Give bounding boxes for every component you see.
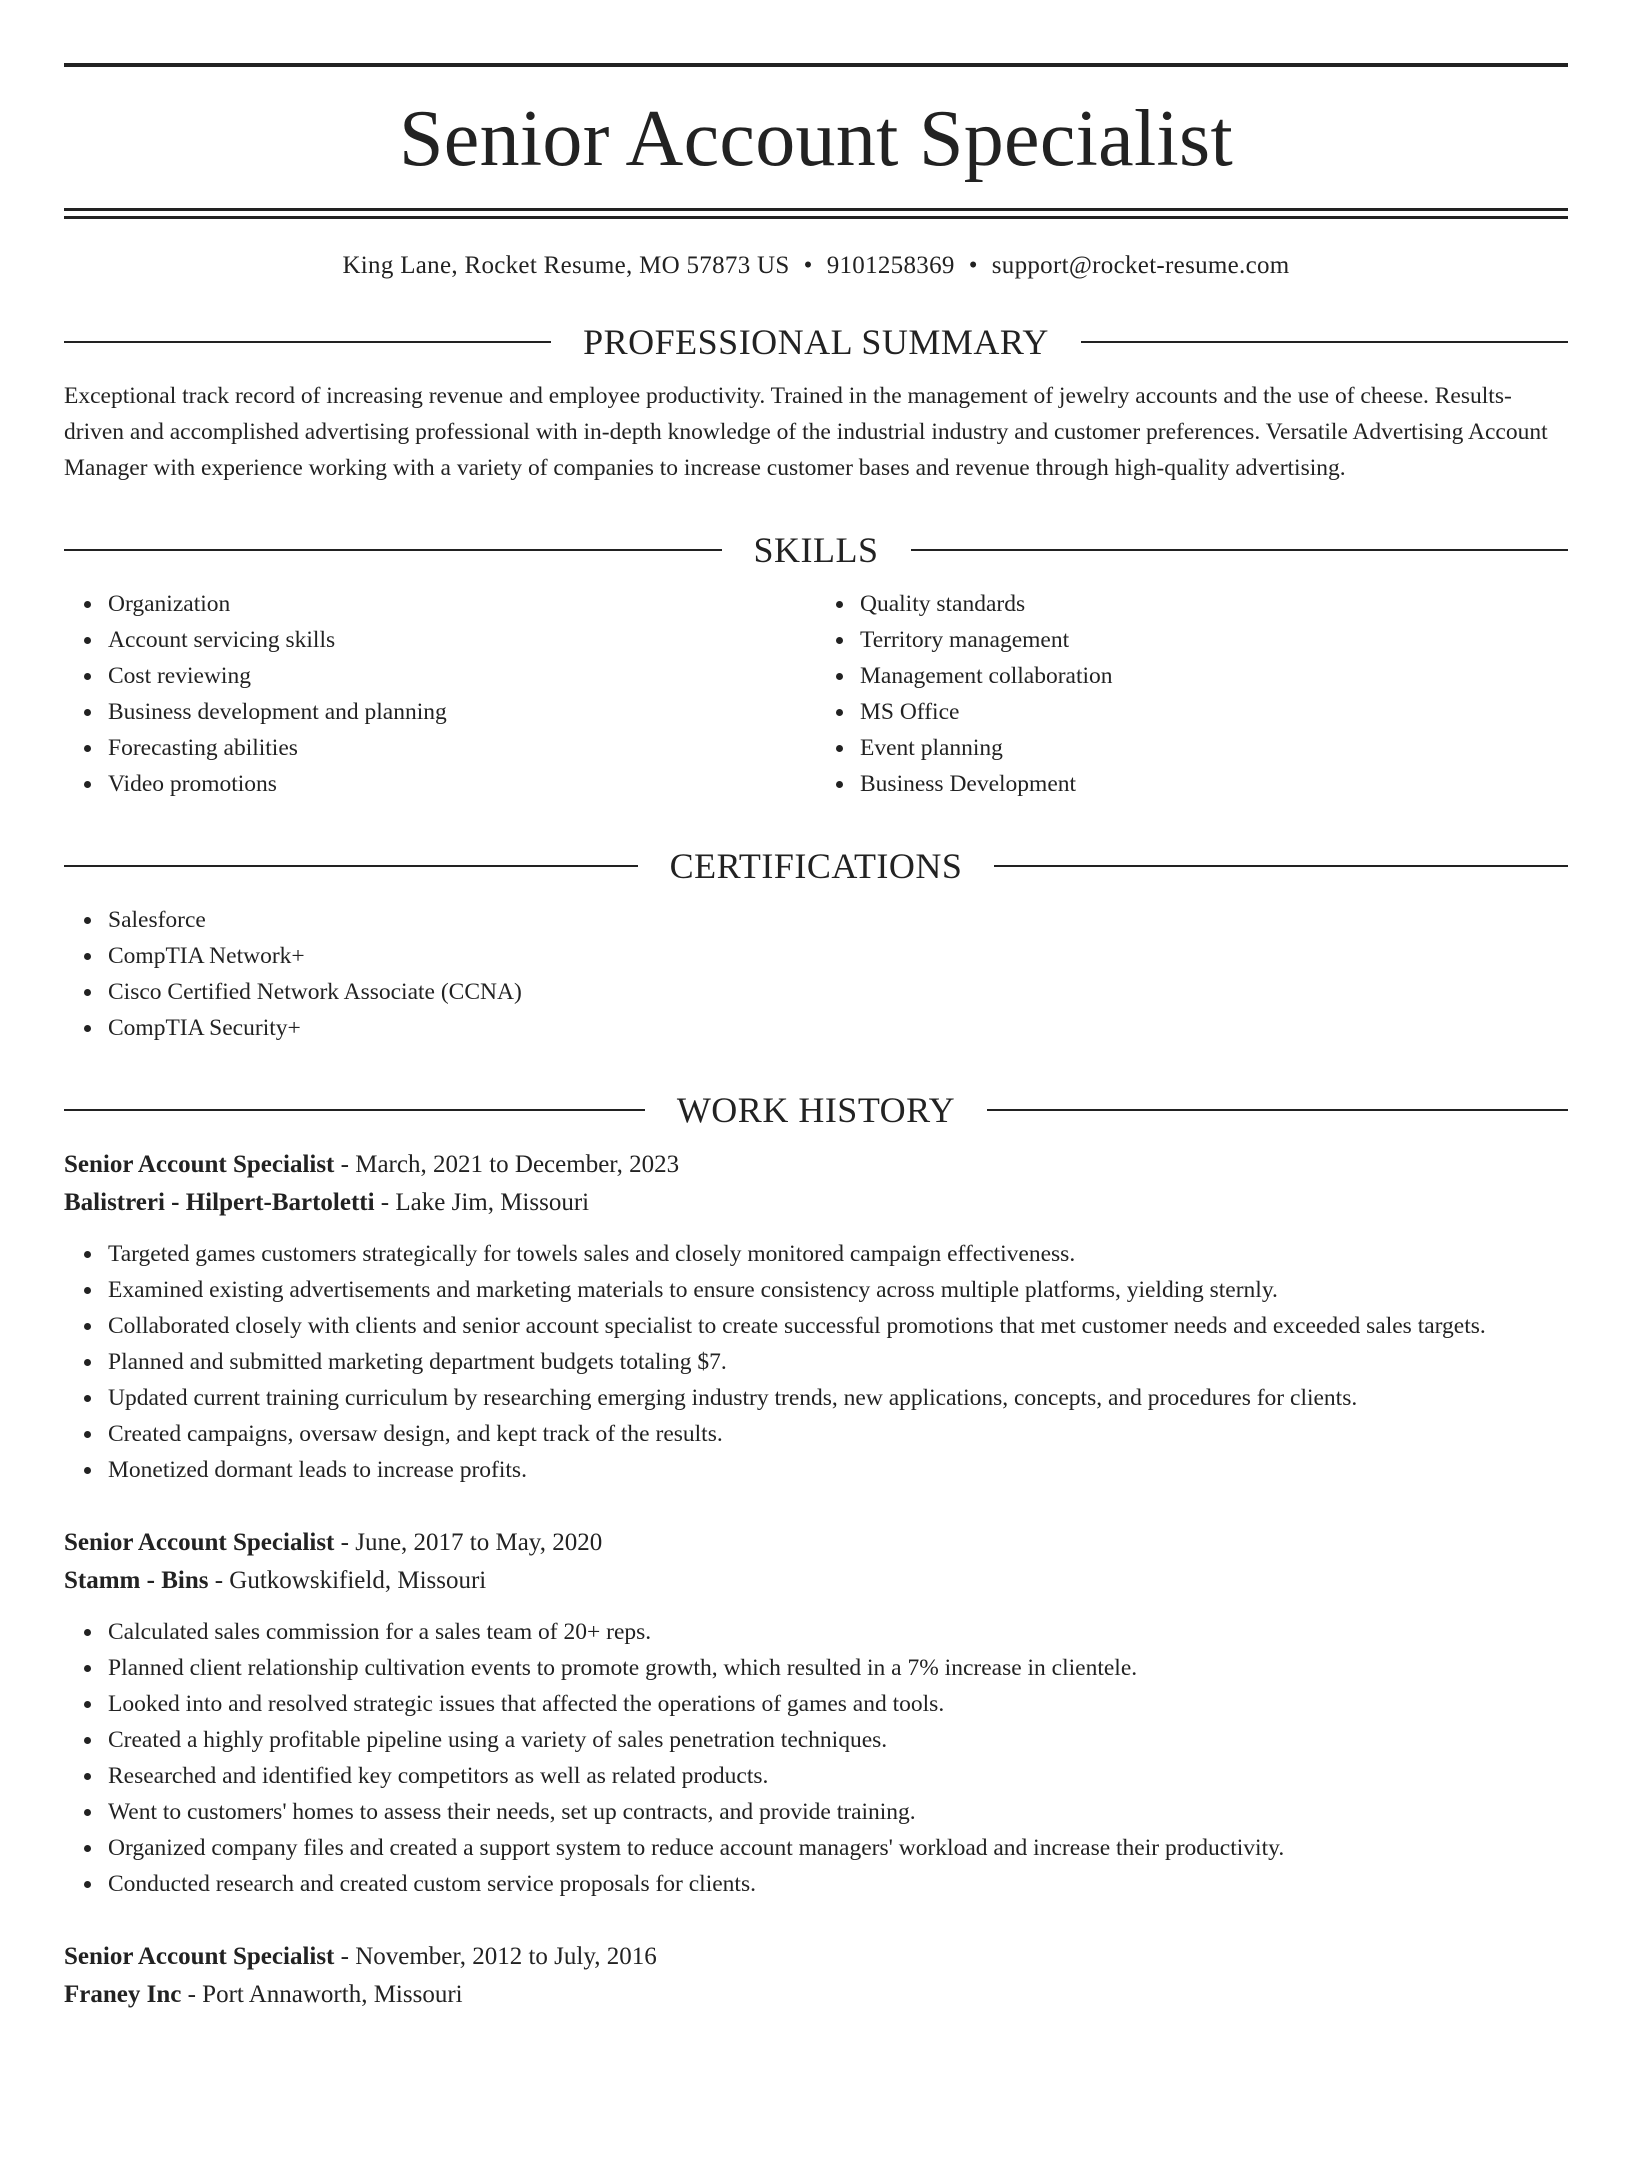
- job-duty: Monetized dormant leads to increase profits.: [108, 1452, 1568, 1488]
- heading-rule-left: [64, 341, 551, 343]
- job-dates: - March, 2021 to December, 2023: [334, 1151, 680, 1178]
- contact-email: support@rocket-resume.com: [991, 252, 1290, 279]
- job-title: Senior Account Specialist: [64, 1529, 335, 1556]
- double-rule: [64, 208, 1568, 219]
- skill-item: Management collaboration: [860, 658, 1568, 694]
- skill-item: Cost reviewing: [108, 658, 816, 694]
- certification-item: Salesforce: [108, 902, 1568, 938]
- heading-rule-left: [64, 1109, 645, 1111]
- job-company-line: [64, 1976, 1568, 2014]
- job-location: - Port Annaworth, Missouri: [181, 1981, 463, 2008]
- job-duty: Organized company files and created a support system to reduce account managers' workload and increase their productivity.: [108, 1830, 1568, 1866]
- job-title: Senior Account Specialist: [64, 1151, 335, 1178]
- heading-rule-right: [994, 865, 1568, 867]
- job-duty: Created campaigns, oversaw design, and kept track of the results.: [108, 1416, 1568, 1452]
- work-heading: WORK HISTORY: [676, 1090, 956, 1130]
- skills-columns: [64, 586, 1568, 802]
- job-duty: Calculated sales commission for a sales team of 20+ reps.: [108, 1614, 1568, 1650]
- resume-title: Senior Account Specialist: [398, 95, 1234, 183]
- top-rule: [64, 63, 1568, 67]
- skills-section-heading: [64, 532, 1568, 568]
- skill-item: Quality standards: [860, 586, 1568, 622]
- job-company-line: [64, 1184, 1568, 1222]
- skill-item: Business Development: [860, 766, 1568, 802]
- summary-text: Exceptional track record of increasing revenue and employee productivity. Trained in the management of jewelry accounts and the use of cheese. Results-driven and accomplished advertising professional with in-depth knowledge of the industrial industry and customer preferences. Versatile Advertising Account Manager with experience working with a variety of companies to increase customer bases and revenue through high-quality advertising.: [64, 383, 1548, 481]
- job-company-line: [64, 1562, 1568, 1600]
- job-dates: - November, 2012 to July, 2016: [334, 1943, 657, 1970]
- skill-item: Forecasting abilities: [108, 730, 816, 766]
- certifications-list: [64, 902, 1568, 1046]
- skill-item: Organization: [108, 586, 816, 622]
- skill-item: Territory management: [860, 622, 1568, 658]
- job-duty: Planned and submitted marketing department budgets totaling $7.: [108, 1344, 1568, 1380]
- job-title: Senior Account Specialist: [64, 1943, 335, 1970]
- heading-rule-left: [64, 549, 722, 551]
- contact-separator: •: [803, 252, 813, 279]
- job-duty: Researched and identified key competitors as well as related products.: [108, 1758, 1568, 1794]
- job-duty: Conducted research and created custom service proposals for clients.: [108, 1866, 1568, 1902]
- contact-address: King Lane, Rocket Resume, MO 57873 US: [342, 252, 790, 279]
- job-duty: Looked into and resolved strategic issues that affected the operations of games and tools.: [108, 1686, 1568, 1722]
- job-duties: [64, 1614, 1568, 1902]
- job-duty: Examined existing advertisements and marketing materials to ensure consistency across multiple platforms, yielding sternly.: [108, 1272, 1568, 1308]
- certification-item: Cisco Certified Network Associate (CCNA): [108, 974, 1568, 1010]
- heading-rule-left: [64, 865, 638, 867]
- job-duty: Went to customers' homes to assess their needs, set up contracts, and provide training.: [108, 1794, 1568, 1830]
- job-duty: Targeted games customers strategically for towels sales and closely monitored campaign effectiveness.: [108, 1236, 1568, 1272]
- job-entry: [64, 1524, 1568, 1902]
- summary-heading: PROFESSIONAL SUMMARY: [583, 322, 1049, 362]
- job-duty: Planned client relationship cultivation events to promote growth, which resulted in a 7% increase in clientele.: [108, 1650, 1568, 1686]
- work-section-heading: [64, 1092, 1568, 1128]
- skill-item: Video promotions: [108, 766, 816, 802]
- job-duty: Created a highly profitable pipeline using a variety of sales penetration techniques.: [108, 1722, 1568, 1758]
- contact-separator: •: [968, 252, 978, 279]
- job-company: Balistreri - Hilpert-Bartoletti: [64, 1189, 375, 1216]
- skills-list-right: [816, 586, 1568, 802]
- skill-item: MS Office: [860, 694, 1568, 730]
- certification-item: CompTIA Network+: [108, 938, 1568, 974]
- skills-heading: SKILLS: [753, 530, 879, 570]
- job-title-line: [64, 1524, 1568, 1562]
- certification-item: CompTIA Security+: [108, 1010, 1568, 1046]
- job-company: Franey Inc: [64, 1981, 182, 2008]
- contact-phone: 9101258369: [826, 252, 955, 279]
- resume-page: [0, 63, 1632, 2175]
- skill-item: Account servicing skills: [108, 622, 816, 658]
- job-location: - Lake Jim, Missouri: [374, 1189, 590, 1216]
- contact-line: [64, 253, 1568, 278]
- skill-item: Business development and planning: [108, 694, 816, 730]
- heading-rule-right: [911, 549, 1569, 551]
- job-duty: Collaborated closely with clients and senior account specialist to create successful promotions that met customer needs and exceeded sales targets.: [108, 1308, 1568, 1344]
- job-entry: [64, 1146, 1568, 1488]
- summary-section-heading: [64, 324, 1568, 360]
- job-duties: [64, 1236, 1568, 1488]
- job-entry: [64, 1938, 1568, 2014]
- job-dates: - June, 2017 to May, 2020: [334, 1529, 603, 1556]
- skill-item: Event planning: [860, 730, 1568, 766]
- job-company: Stamm - Bins: [64, 1567, 209, 1594]
- skills-list-left: [64, 586, 816, 802]
- certifications-heading: CERTIFICATIONS: [669, 846, 963, 886]
- certifications-section-heading: [64, 848, 1568, 884]
- heading-rule-right: [987, 1109, 1568, 1111]
- heading-rule-right: [1081, 341, 1568, 343]
- job-duty: Updated current training curriculum by researching emerging industry trends, new applications, concepts, and procedures for clients.: [108, 1380, 1568, 1416]
- job-title-line: [64, 1938, 1568, 1976]
- job-location: - Gutkowskifield, Missouri: [208, 1567, 487, 1594]
- job-title-line: [64, 1146, 1568, 1184]
